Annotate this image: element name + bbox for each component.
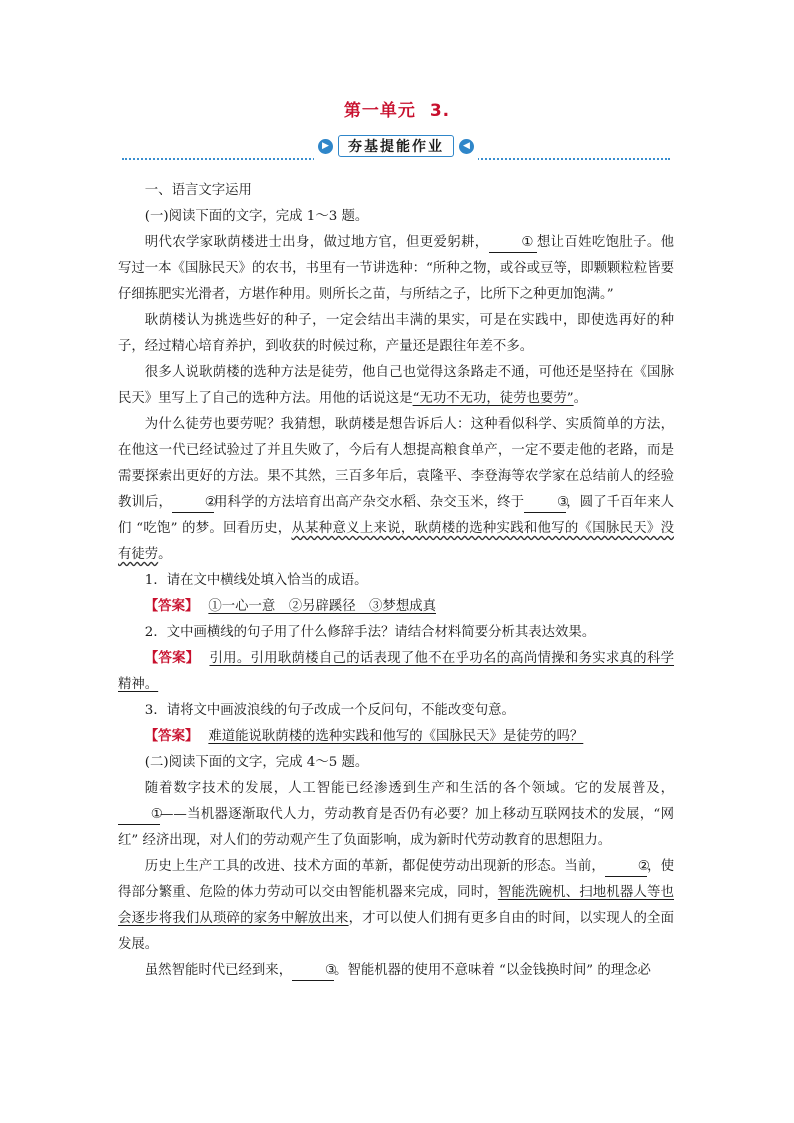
play-left-icon: ◀ (459, 139, 474, 154)
answer-tag: 【答案】 (144, 729, 199, 744)
section-banner (122, 134, 670, 162)
lesson-number: 3. (429, 101, 451, 121)
question-1: 1．请在文中横线处填入恰当的成语。 (144, 573, 368, 588)
passage1-paragraph-1: 明代农学家耿荫楼进士出身，做过地方官，但更爱躬耕， ① 想让百姓吃饱肚子。他写过一本《国脉民天》的农书，书里有一节讲选种：“所种之物，或谷或豆等，即颗颗粒粒皆要仔细拣肥实光滑者，方堪作种用。则所长之苗，与所结之子，比所下之种更加饱满。” (118, 235, 675, 302)
answer-3 (118, 724, 674, 750)
blank-1: ① (489, 234, 537, 253)
unit-title (0, 96, 794, 121)
passage1-paragraph-2: 耿荫楼认为挑选些好的种子，一定会结出丰满的果实，可是在实践中，即使选再好的种子，经过精心培育养护，到收获的时候过称，产量还是跟往年差不多。 (118, 313, 674, 354)
passage2-paragraph-3: 虽然智能时代已经到来， ③。智能机器的使用不意味着 “以金钱换时间” 的理念必 (118, 958, 674, 984)
answer-tag: 【答案】 (144, 651, 200, 666)
section-heading: 一、语言文字运用 (144, 183, 252, 198)
answer-1 (118, 594, 674, 620)
question-3: 3．请将文中画波浪线的句子改成一个反问句，不能改变句意。 (144, 703, 515, 718)
wavy-sentence: 从某种意义上来说，耿荫楼的选种实践和他写的《国脉民天》没有徒劳 (118, 521, 674, 562)
blank-6: ③ (292, 962, 334, 981)
exercise-content (118, 178, 674, 984)
blank-5: ② (605, 858, 647, 877)
passage1-paragraph-3: 很多人说耿荫楼的选种方法是徒劳，他自己也觉得这条路走不通，可他还是坚持在《国脉民天》里写上了自己的选种方法。用他的话说这是“无功不无功，徒劳也要劳”。 (118, 365, 674, 406)
blank-3: ③ (524, 494, 566, 513)
underlined-quote: “无功不无功，徒劳也要劳” (412, 391, 574, 406)
answer-1-text: ①一心一意 ②另辟蹊径 ③梦想成真 (208, 599, 436, 614)
blank-2: ② (172, 494, 214, 513)
blank-4: ① (118, 806, 160, 825)
answer-2-text: 引用。引用耿荫楼自己的话表现了他不在乎功名的高尚情操和务实求真的科学精神。 (118, 651, 675, 692)
reading-instruction-2: (二)阅读下面的文字，完成 4～5 题。 (144, 755, 369, 770)
passage1-paragraph-4: 为什么徒劳也要劳呢？我猜想，耿荫楼是想告诉后人：这种看似科学、实质简单的方法，在他这一代已经试验过了并且失败了，今后有人想提高粮食单产，一定不要走他的老路，而是需要探索出更好的方法。果不其然，三百多年后，袁隆平、李登海等农学家在总结前人的经验教训后， ②用科学的方法培育出高产杂交水稻、杂交玉米，终于 ③，圆了千百年来人们 “吃饱” 的梦。回看历史，从某种意义上来说，耿荫楼的选种实践和他写的《国脉民天》没有徒劳。 (118, 417, 675, 562)
answer-tag: 【答案】 (144, 599, 199, 614)
answer-3-text: 难道能说耿荫楼的选种实践和他写的《国脉民天》是徒劳的吗？ (208, 729, 584, 744)
banner-label: 夯基提能作业 (338, 135, 454, 157)
unit-name: 第一单元 (343, 101, 416, 121)
reading-instruction-1: (一)阅读下面的文字，完成 1～3 题。 (144, 209, 369, 224)
underlined-sentence: 智能洗碗机、扫地机器人等也会逐步将我们从琐碎的家务中解放出来 (118, 885, 675, 926)
passage2-paragraph-2: 历史上生产工具的改进、技术方面的革新，都促使劳动出现新的形态。当前， ②，使得部分繁重、危险的体力劳动可以交由智能机器来完成，同时，智能洗碗机、扫地机器人等也会逐步将我们从琐碎的家务中解放出来，才可以使人们拥有更多自由的时间，以实现人的全面发展。 (118, 859, 675, 952)
question-2: 2．文中画横线的句子用了什么修辞手法？请结合材料简要分析其表达效果。 (144, 625, 596, 640)
play-right-icon: ▶ (318, 139, 333, 154)
passage2-paragraph-1: 随着数字技术的发展，人工智能已经渗透到生产和生活的各个领域。它的发展普及，①——当机器逐渐取代人力，劳动教育是否仍有必要？加上移动互联网技术的发展，“网红” 经济出现，对人们的劳动观产生了负面影响，成为新时代劳动教育的思想阻力。 (118, 781, 674, 848)
banner-badge (314, 134, 478, 160)
answer-2 (118, 646, 674, 698)
